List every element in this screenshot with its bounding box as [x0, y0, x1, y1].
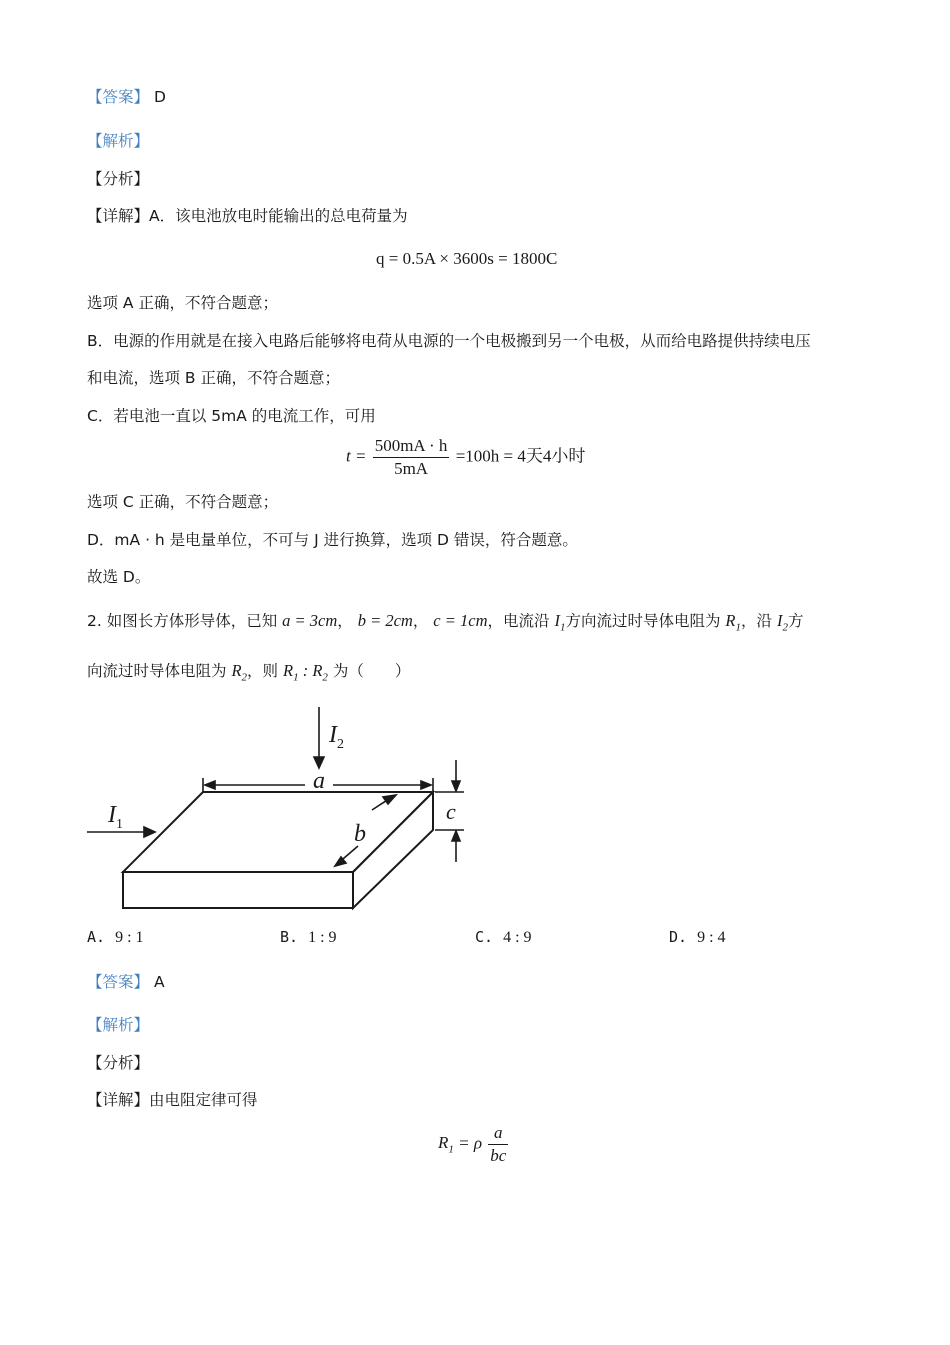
label-b: b — [354, 821, 366, 847]
current-I1-arrowhead — [144, 827, 155, 837]
dim-b-arrowhead-upper — [383, 795, 396, 804]
q2-stem-text-7: ，则 — [247, 662, 279, 680]
q1-c-conclusion: 选项 C 正确，不符合题意； — [87, 493, 279, 511]
option-D-letter: D. — [669, 928, 688, 946]
q2-eq-fraction — [488, 1122, 508, 1167]
q2-eq-lhs: $R_1$ — [438, 1133, 454, 1156]
dim-a-arrowhead-right — [421, 781, 431, 789]
q1-answer-value: D — [153, 88, 166, 106]
q1-b-line2: 和电流，选项 B 正确，不符合题意； — [87, 369, 340, 387]
q2-stem-text-3: 方向流过时导体电阻为 — [565, 612, 721, 630]
q2-answer-line — [87, 971, 165, 993]
q1-eq2-rhs: =100h = 4天4小时 — [455, 446, 586, 466]
q2-eq-numerator: a — [488, 1122, 508, 1145]
q2-detail-line — [87, 1089, 258, 1111]
label-I2: $I_2$ — [329, 722, 344, 752]
q2-stem-text-6: 向流过时导体电阻为 — [87, 662, 227, 680]
current-I2-arrowhead — [314, 757, 324, 768]
option-B-letter: B. — [280, 928, 299, 946]
label-a: a — [313, 768, 325, 794]
label-I1: $I_1$ — [108, 802, 123, 832]
q2-stem-ratio: $R_1$ : $R_2$ — [283, 661, 328, 684]
q2-cond-c: c = 1cm — [433, 611, 488, 630]
q2-fenxi-tag: 【分析】 — [87, 1054, 150, 1072]
option-A[interactable] — [87, 928, 144, 947]
option-A-letter: A. — [87, 928, 106, 946]
q2-answer-value: A — [153, 973, 165, 991]
option-D-value: 9 : 4 — [697, 929, 726, 946]
q2-detail-text: 由电阻定律可得 — [149, 1091, 258, 1109]
conductor-top-face — [123, 792, 433, 872]
option-C[interactable] — [475, 928, 532, 947]
conductor-front-face — [123, 872, 353, 908]
q2-eq-rho: = ρ — [453, 1133, 483, 1153]
dim-c-arrowhead-bottom — [452, 831, 460, 841]
q2-stem-text-4: ，沿 — [740, 612, 772, 630]
q2-cond-b: b = 2cm — [357, 611, 413, 630]
option-D[interactable] — [669, 928, 726, 947]
q2-stem-line1: 2. 如图长方体形导体，已知 a = 3cm， b = 2cm， c = 1cm，电流沿 $I_1$方向流过时导体电阻为 $R_1$，沿 $I_2$方 — [87, 611, 804, 634]
q1-equation-charge: q = 0.5A × 3600s = 1800C — [376, 249, 558, 268]
q1-answer-tag: 【答案】 — [87, 88, 150, 106]
q2-stem-text-1: 2. 如图长方体形导体，已知 — [87, 612, 278, 630]
q2-stem-R1: $R_1$ — [725, 611, 741, 634]
q1-eq2-numerator: 500mA · h — [373, 435, 450, 458]
dim-c-arrowhead-top — [452, 781, 460, 791]
q1-d-line: D．mA · h 是电量单位，不可与 J 进行换算，选项 D 错误，符合题意。 — [87, 531, 578, 549]
dim-a-arrowhead-left — [205, 781, 215, 789]
q1-final: 故选 D。 — [87, 568, 151, 586]
q2-stem-text-2: ，电流沿 — [487, 612, 550, 630]
option-C-value: 4 : 9 — [503, 929, 532, 946]
q1-analysis-tag: 【解析】 — [87, 132, 150, 150]
q2-cond-a: a = 3cm — [282, 611, 338, 630]
q1-b-line1: B．电源的作用就是在接入电路后能够将电荷从电源的一个电极搬到另一个电极，从而给电路提供持续电压 — [87, 332, 811, 350]
label-c: c — [446, 799, 456, 824]
q2-equation-resistance — [438, 1122, 510, 1167]
option-B-value: 1 : 9 — [308, 929, 337, 946]
q1-eq2-denominator: 5mA — [394, 459, 429, 478]
q2-stem-I1: $I_1$ — [554, 611, 566, 634]
q2-stem-text-8: 为（ ） — [332, 662, 411, 680]
option-C-letter: C. — [475, 928, 494, 946]
q2-stem-I2: $I_2$ — [776, 611, 788, 634]
q1-detail-tag: 【详解】 — [87, 207, 150, 225]
q2-analysis-tag: 【解析】 — [87, 1016, 150, 1034]
option-A-value: 9 : 1 — [115, 929, 144, 946]
q2-eq-denominator: bc — [490, 1146, 507, 1165]
q1-detail-a: A．该电池放电时能输出的总电荷量为 — [149, 207, 408, 225]
q1-c-line: C．若电池一直以 5mA 的电流工作，可用 — [87, 407, 376, 425]
q1-eq2-lhs: t = — [346, 446, 367, 466]
q2-answer-tag: 【答案】 — [87, 973, 150, 991]
q1-a-conclusion: 选项 A 正确，不符合题意； — [87, 294, 278, 312]
q2-stem-R2: $R_2$ — [231, 661, 248, 684]
option-B[interactable] — [280, 928, 337, 947]
q1-fenxi-tag: 【分析】 — [87, 170, 150, 188]
q2-detail-tag: 【详解】 — [87, 1091, 150, 1109]
conductor-right-face — [353, 792, 433, 908]
q2-stem-text-5: 方 — [787, 612, 804, 630]
